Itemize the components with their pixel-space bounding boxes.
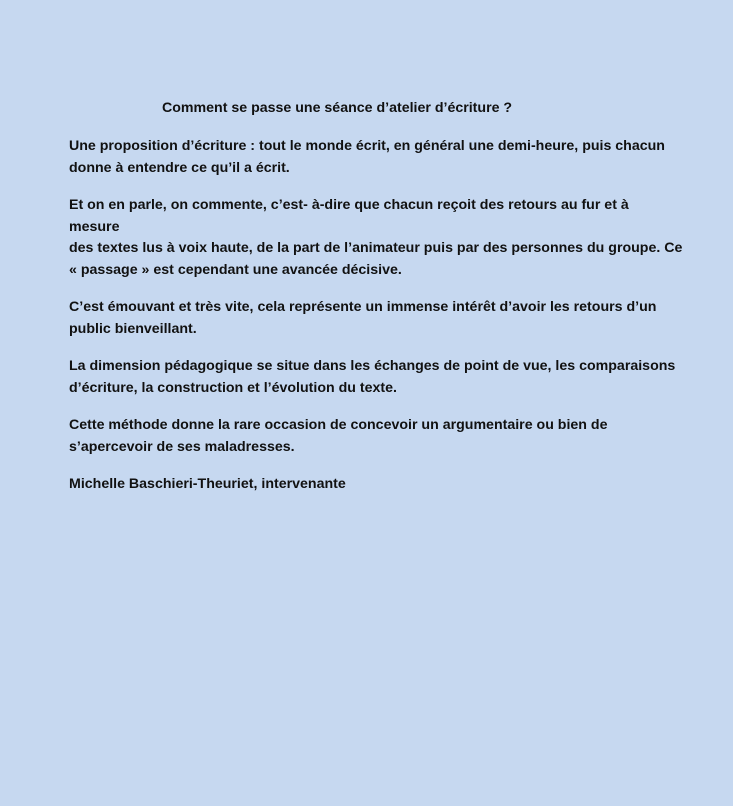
author-signature: Michelle Baschieri-Theuriet, intervenante (69, 476, 346, 492)
paragraph-methode: Cette méthode donne la rare occasion de concevoir un argumentaire ou bien de s’apercevoir de ses maladresses. (69, 417, 608, 455)
paragraph-emouvant: C’est émouvant et très vite, cela représente un immense intérêt d’avoir les retours d’un public bienveillant. (69, 299, 657, 337)
paragraph-commentaires: Et on en parle, on commente, c’est- à-dire que chacun reçoit des retours au fur et à mesure des textes lus à voix haute, de la part de l’animateur puis par des personnes du groupe. Ce « passage » est cependant une avancée décisive. (69, 197, 683, 278)
paragraph-pedagogique: La dimension pédagogique se situe dans les échanges de point de vue, les comparaisons d’écriture, la construction et l’évolution du texte. (69, 358, 676, 396)
paragraph-proposition: Une proposition d’écriture : tout le monde écrit, en général une demi-heure, puis chacun donne à entendre ce qu’il a écrit. (69, 138, 665, 176)
document-title: Comment se passe une séance d’atelier d’écriture ? (162, 100, 513, 116)
